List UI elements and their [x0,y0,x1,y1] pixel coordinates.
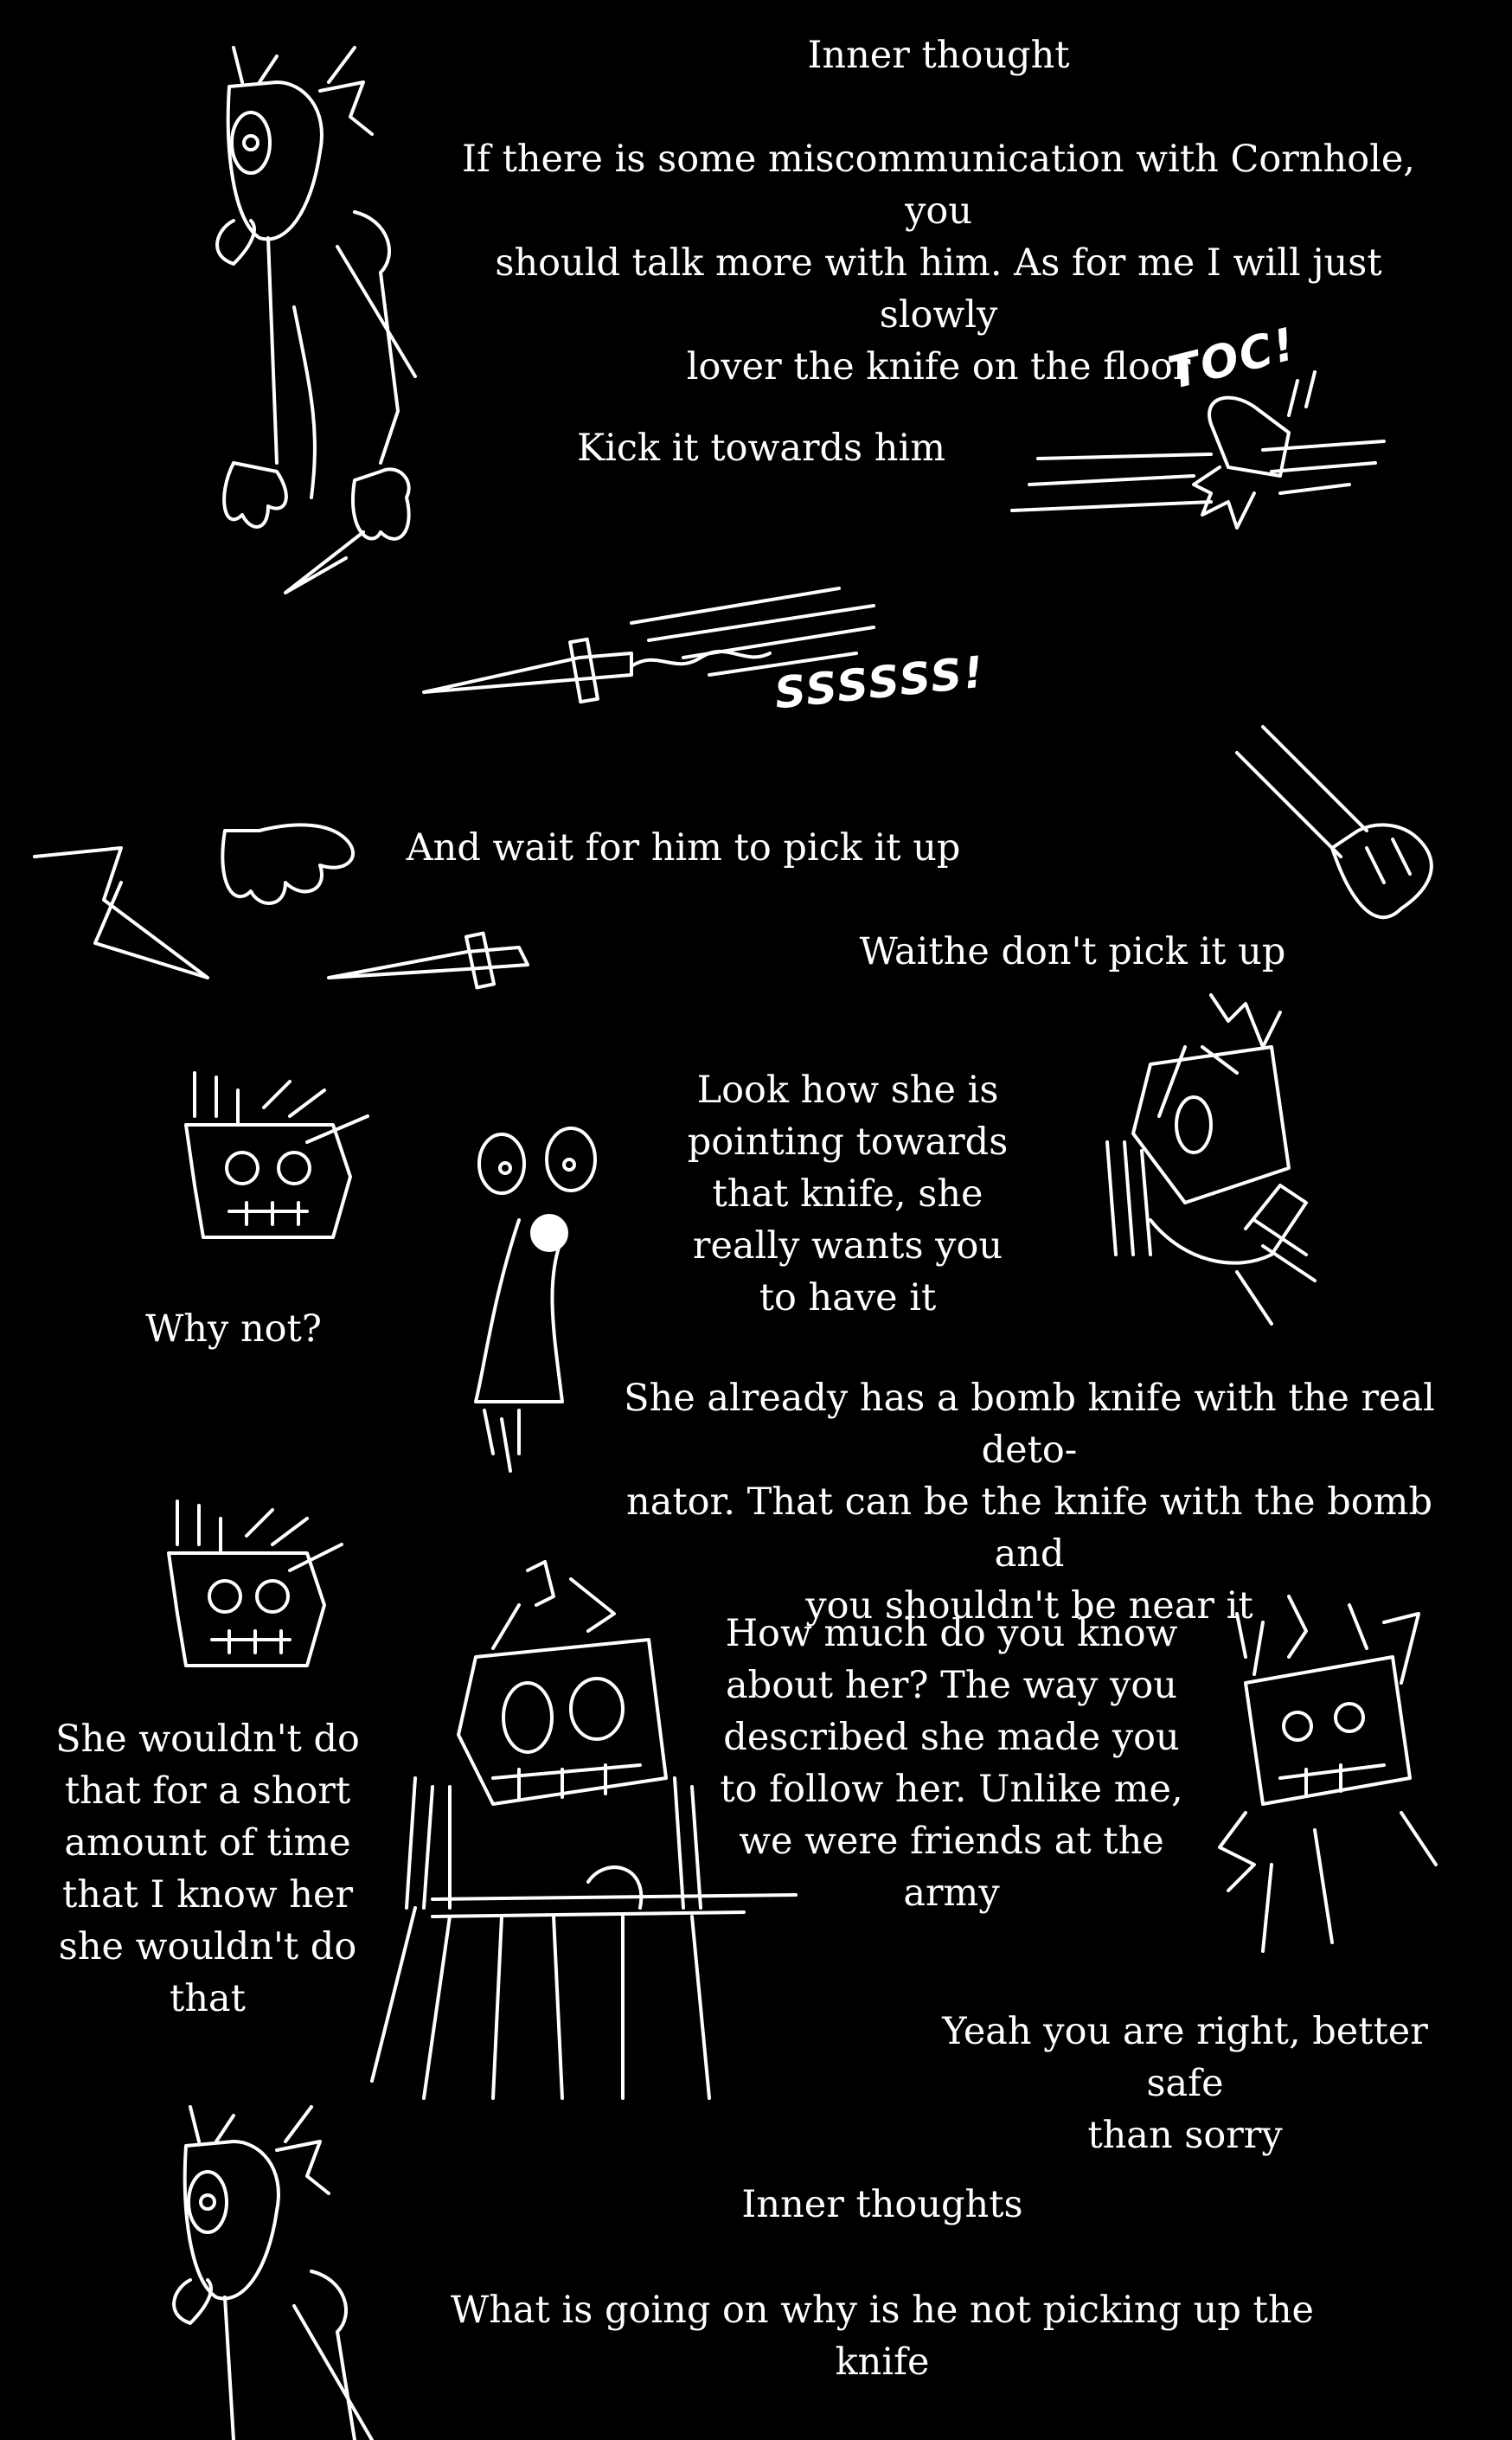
caption-kick-it: Kick it towards him [576,427,946,470]
skull-arm-character-icon [1099,995,1341,1341]
caption-yeah-right: Yeah you are right, better safe than sorry [942,2010,1428,2157]
skull-mask-character-icon-2 [160,1493,350,1683]
sfx-toc: TOC! [1163,318,1302,401]
caption-bomb-knife: She already has a bomb knife with the real deto- nator. That can be the knife with the bomb and you shouldn't be near it [624,1377,1435,1628]
pointing-hand-icon [1237,718,1453,934]
round-eyed-small-character-icon [467,1125,623,1480]
sliding-knife-icon [424,571,908,701]
skull-character-at-railing-icon [363,1562,813,2103]
caption-wouldnt: She wouldn't do that for a short amount of time that I know her she wouldn't do that [55,1718,360,2020]
caption-inner-thought-title: Inner thought [807,34,1070,77]
skull-mask-character-icon [177,1064,385,1255]
dropped-knife-and-hand-icon [35,796,554,1004]
caption-inner-thoughts-body: What is going on why is he not picking up the knife [451,2289,1314,2384]
spiked-hair-skull-character-icon [1211,1588,1445,1960]
caption-wait-for-him: And wait for him to pick it up [406,826,961,870]
caption-how-much: How much do you know about her? The way you described she made you to follow her. Unlike me, we were friends at the army [720,1612,1183,1915]
sfx-hiss: SSSSSS! [772,646,988,719]
hooded-character-icon-2 [164,2107,407,2440]
caption-wait-dont: Waithe don't pick it up [859,930,1286,973]
caption-look-how: Look how she is pointing towards that knife, she really wants you to have it [687,1069,1009,1320]
caption-why-not: Why not? [145,1307,322,1351]
kicking-foot-icon [1003,363,1401,536]
hooded-character-holding-knife-icon [208,48,450,601]
caption-inner-thought-body: If there is some miscommunication with Cornhole, you should talk more with him. As for me I will just slowly lover the knife on the floor [462,138,1415,388]
caption-inner-thoughts-title: Inner thoughts [741,2183,1023,2226]
